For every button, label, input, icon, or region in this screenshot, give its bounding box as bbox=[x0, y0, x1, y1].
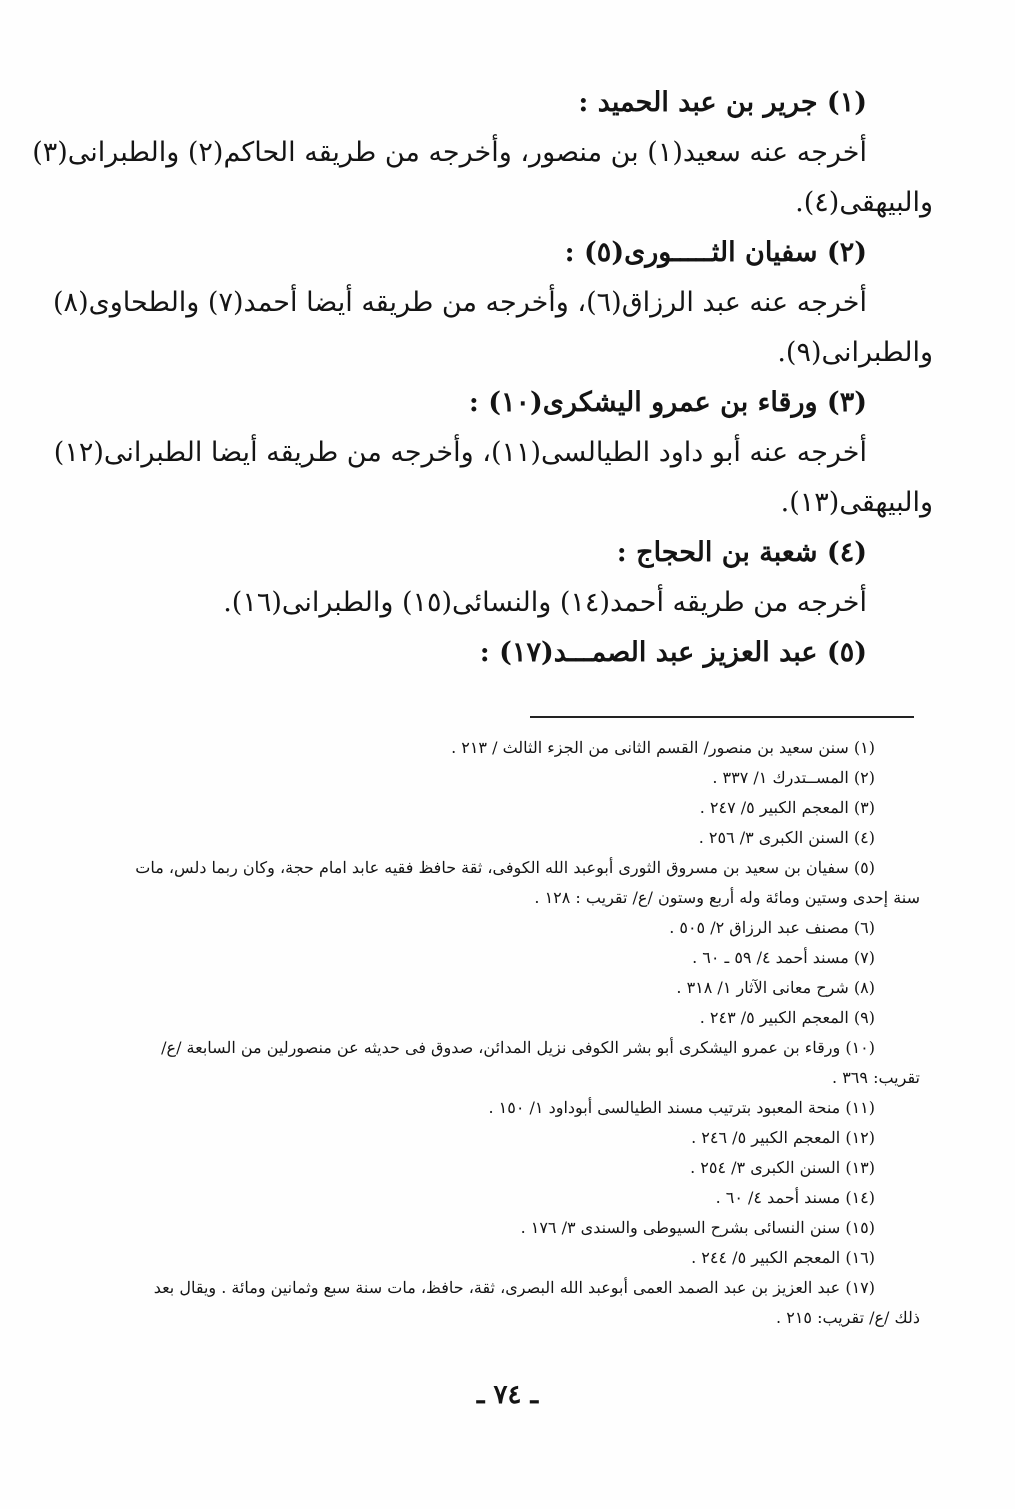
body-line-continued: والبيهقى(١٣). bbox=[780, 487, 933, 518]
footnote-separator bbox=[530, 716, 914, 718]
footnote: (٧) مسند أحمد ٤/ ٥٩ ـ ٦٠ . bbox=[692, 948, 875, 967]
body-line: أخرجه من طريقه أحمد(١٤) والنسائى(١٥) والطبرانى(١٦). bbox=[223, 587, 867, 618]
footnote: (٨) شرح معانى الآثار ١/ ٣١٨ . bbox=[676, 978, 875, 997]
section-heading-sufyan: (٢) سفيان الثـــــورى(٥) : bbox=[564, 237, 867, 268]
footnote-continued: سنة إحدى وستين ومائة وله أربع وستون /ع/ تقريب : ١٢٨ . bbox=[534, 888, 920, 907]
body-line: أخرجه عنه سعيد(١) بن منصور، وأخرجه من طريقه الحاكم(٢) والطبرانى(٣) bbox=[32, 137, 867, 168]
footnote: (١٧) عبد العزيز بن عبد الصمد العمى أبوعبد الله البصرى، ثقة، حافظ، مات سنة سبع وثمانين ومائة . ويقال بعد bbox=[153, 1278, 875, 1297]
footnote: (٤) السنن الكبرى ٣/ ٢٥٦ . bbox=[698, 828, 875, 847]
footnote: (١٥) سنن النسائى بشرح السيوطى والسندى ٣/ ١٧٦ . bbox=[520, 1218, 875, 1237]
body-line: أخرجه عنه عبد الرزاق(٦)، وأخرجه من طريقه أيضا أحمد(٧) والطحاوى(٨) bbox=[53, 287, 867, 318]
body-line: أخرجه عنه أبو داود الطيالسى(١١)، وأخرجه من طريقه أيضا الطبرانى(١٢) bbox=[53, 437, 867, 468]
footnote: (١٣) السنن الكبرى ٣/ ٢٥٤ . bbox=[690, 1158, 875, 1177]
footnote: (٦) مصنف عبد الرزاق ٢/ ٥٠٥ . bbox=[669, 918, 875, 937]
section-heading-warqa: (٣) ورقاء بن عمرو اليشكرى(١٠) : bbox=[468, 387, 867, 418]
footnote: (١٦) المعجم الكبير ٥/ ٢٤٤ . bbox=[691, 1248, 875, 1267]
footnote: (١٠) ورقاء بن عمرو اليشكرى أبو بشر الكوفى نزيل المدائن، صدوق فى حديثه عن منصورلين من السابعة /ع/ bbox=[161, 1038, 875, 1057]
footnote: (١٢) المعجم الكبير ٥/ ٢٤٦ . bbox=[691, 1128, 875, 1147]
footnote: (٣) المعجم الكبير ٥/ ٢٤٧ . bbox=[699, 798, 875, 817]
section-heading-shuba: (٤) شعبة بن الحجاج : bbox=[616, 537, 867, 568]
footnote: (٢) المســتدرك ١/ ٣٣٧ . bbox=[712, 768, 875, 787]
section-heading-jarir: (١) جرير بن عبد الحميد : bbox=[578, 87, 867, 118]
main-text bbox=[32, 78, 933, 678]
page-number: ـ ٧٤ ـ bbox=[476, 1380, 539, 1410]
footnote: (٥) سفيان بن سعيد بن مسروق الثورى أبوعبد الله الكوفى، ثقة حافظ فقيه عابد امام حجة، وكان ربما دلس، مات bbox=[135, 858, 875, 877]
section-heading-abdulaziz: (٥) عبد العزيز عبد الصمـــد(١٧) : bbox=[479, 637, 867, 668]
footnote: (٩) المعجم الكبير ٥/ ٢٤٣ . bbox=[699, 1008, 875, 1027]
footnote: (١) سنن سعيد بن منصور/ القسم الثانى من الجزء الثالث / ٢١٣ . bbox=[451, 738, 875, 757]
body-line-continued: والطبرانى(٩). bbox=[777, 337, 933, 368]
footnote-continued: ذلك /ع/ تقريب: ٢١٥ . bbox=[776, 1308, 920, 1327]
body-line-continued: والبيهقى(٤). bbox=[795, 187, 933, 218]
footnotes bbox=[95, 733, 920, 1333]
footnote: (١١) منحة المعبود بترتيب مسند الطيالسى أبوداود ١/ ١٥٠ . bbox=[488, 1098, 875, 1117]
footnote: (١٤) مسند أحمد ٤/ ٦٠ . bbox=[715, 1188, 875, 1207]
footnote-continued: تقريب: ٣٦٩ . bbox=[832, 1068, 920, 1087]
